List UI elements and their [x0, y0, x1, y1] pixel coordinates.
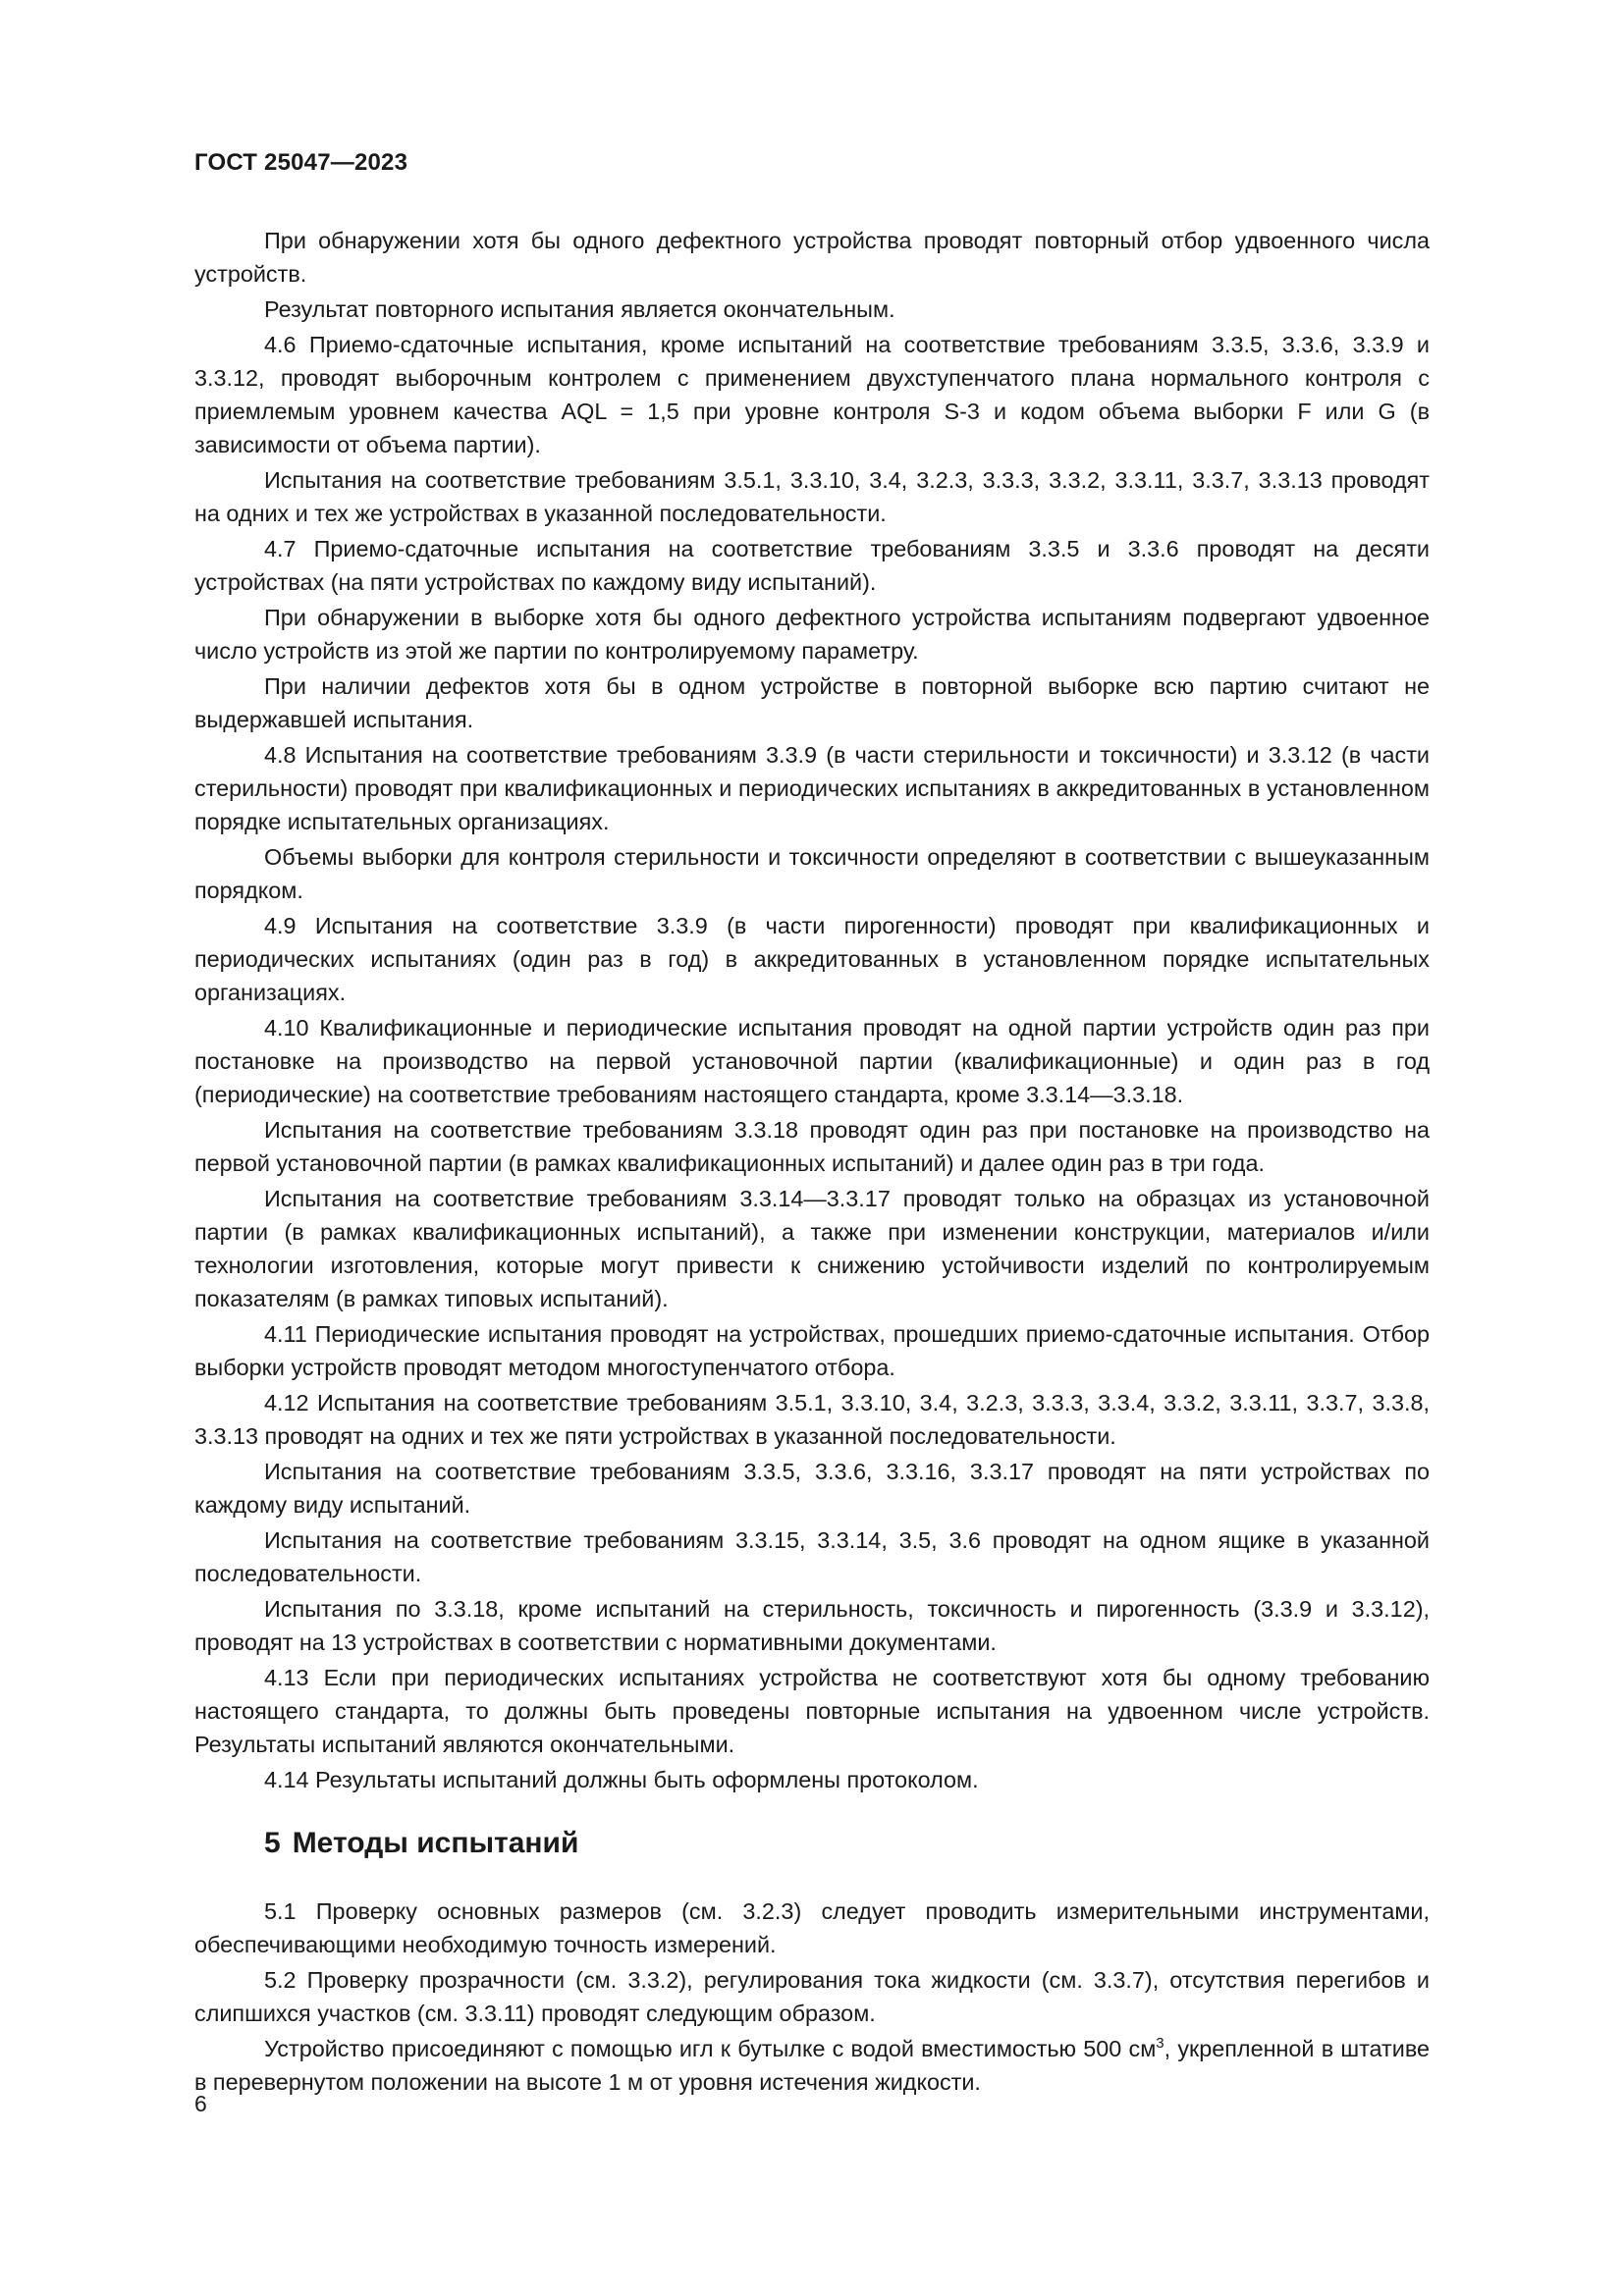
paragraph-4-8: 4.8 Испытания на соответствие требованиям 3.3.9 (в части стерильности и токсичности) и 3.3.12 (в части стерильности) проводят при квалификационных и периодических испытаниях в аккредитованных в установленном порядке испытательных организациях.: [194, 742, 1430, 834]
paragraph-4-13: 4.13 Если при периодических испытаниях устройства не соответствуют хотя бы одному требованию настоящего стандарта, то должны быть проведены повторные испытания на удвоенном числе устройств. Результаты испытаний являются окончательными.: [194, 1665, 1430, 1757]
paragraph: При обнаружении в выборке хотя бы одного дефектного устройства испытаниям подвергают удвоенное число устройств из этой же партии по контролируемому параметру.: [194, 605, 1430, 664]
paragraph-4-11: 4.11 Периодические испытания проводят на устройствах, прошедших приемо-сдаточные испытания. Отбор выборки устройств проводят методом многоступенчатого отбора.: [194, 1321, 1430, 1380]
paragraph-text: , укрепленной в штативе в перевернутом положении на высоте 1 м от уровня истечения жидкости.: [194, 2036, 1430, 2095]
paragraph: При обнаружении хотя бы одного дефектного устройства проводят повторный отбор удвоенного числа устройств.: [194, 228, 1430, 287]
paragraph-4-7: 4.7 Приемо-сдаточные испытания на соответствие требованиям 3.3.5 и 3.3.6 проводят на десяти устройствах (на пяти устройствах по каждому виду испытаний).: [194, 536, 1430, 595]
paragraph: Испытания на соответствие требованиям 3.3.5, 3.3.6, 3.3.16, 3.3.17 проводят на пяти устройствах по каждому виду испытаний.: [194, 1459, 1430, 1518]
paragraph-4-9: 4.9 Испытания на соответствие 3.3.9 (в части пирогенности) проводят при квалификационных и периодических испытаниях (один раз в год) в аккредитованных в установленном порядке испытательных организациях.: [194, 913, 1430, 1005]
superscript: 3: [1156, 2035, 1164, 2053]
document-body: [194, 224, 1430, 2101]
section-title: Методы испытаний: [292, 1827, 579, 1859]
paragraph: Объемы выборки для контроля стерильности и токсичности определяют в соответствии с вышеуказанным порядком.: [194, 844, 1430, 903]
paragraph-text: Устройство присоединяют с помощью игл к бутылке с водой вместимостью 500 см: [264, 2036, 1157, 2061]
section-number: 5: [264, 1827, 281, 1859]
page-number: 6: [194, 2091, 207, 2116]
paragraph: Испытания по 3.3.18, кроме испытаний на стерильность, токсичность и пирогенность (3.3.9 и 3.3.12), проводят на 13 устройствах в соответствии с нормативными документами.: [194, 1596, 1430, 1655]
paragraph: Испытания на соответствие требованиям 3.3.14—3.3.17 проводят только на образцах из установочной партии (в рамках квалификационных испытаний), а также при изменении конструкции, материалов и/или технологии изготовления, которые могут привести к снижению устойчивости изделий по контролируемым показателям (в рамках типовых испытаний).: [194, 1186, 1430, 1311]
paragraph: Испытания на соответствие требованиям 3.5.1, 3.3.10, 3.4, 3.2.3, 3.3.3, 3.3.2, 3.3.11, 3.3.7, 3.3.13 проводят на одних и тех же устройствах в указанной последовательности.: [194, 467, 1430, 526]
paragraph-4-12: 4.12 Испытания на соответствие требованиям 3.5.1, 3.3.10, 3.4, 3.2.3, 3.3.3, 3.3.4, 3.3.2, 3.3.11, 3.3.7, 3.3.8, 3.3.13 проводят на одних и тех же пяти устройствах в указанной последовательности.: [194, 1390, 1430, 1449]
paragraph-4-10: 4.10 Квалификационные и периодические испытания проводят на одной партии устройств один раз при постановке на производство на первой установочной партии (квалификационные) и один раз в год (периодические) на соответствие требованиям настоящего стандарта, кроме 3.3.14—3.3.18.: [194, 1015, 1430, 1107]
paragraph: Испытания на соответствие требованиям 3.3.15, 3.3.14, 3.5, 3.6 проводят на одном ящике в указанной последовательности.: [194, 1527, 1430, 1586]
standard-header: ГОСТ 25047—2023: [194, 149, 408, 176]
paragraph: Испытания на соответствие требованиям 3.3.18 проводят один раз при постановке на производство на первой установочной партии (в рамках квалификационных испытаний) и далее один раз в три года.: [194, 1117, 1430, 1176]
paragraph-4-14: 4.14 Результаты испытаний должны быть оформлены протоколом.: [264, 1767, 979, 1792]
section-heading: [264, 1826, 1430, 1861]
paragraph: Результат повторного испытания является окончательным.: [264, 296, 895, 322]
paragraph: [194, 2032, 1430, 2099]
paragraph-5-2: 5.2 Проверку прозрачности (см. 3.3.2), регулирования тока жидкости (см. 3.3.7), отсутствия перегибов и слипшихся участков (см. 3.3.11) проводят следующим образом.: [194, 1967, 1430, 2026]
paragraph-5-1: 5.1 Проверку основных размеров (см. 3.2.3) следует проводить измерительными инструментами, обеспечивающими необходимую точность измерений.: [194, 1898, 1430, 1957]
paragraph: При наличии дефектов хотя бы в одном устройстве в повторной выборке всю партию считают не выдержавшей испытания.: [194, 673, 1430, 732]
paragraph-4-6: 4.6 Приемо-сдаточные испытания, кроме испытаний на соответствие требованиям 3.3.5, 3.3.6, 3.3.9 и 3.3.12, проводят выборочным контролем с применением двухступенчатого плана нормального контроля с приемлемым уровнем качества AQL = 1,5 при уровне контроля S-3 и кодом объема выборки F или G (в зависимости от объема партии).: [194, 332, 1430, 457]
